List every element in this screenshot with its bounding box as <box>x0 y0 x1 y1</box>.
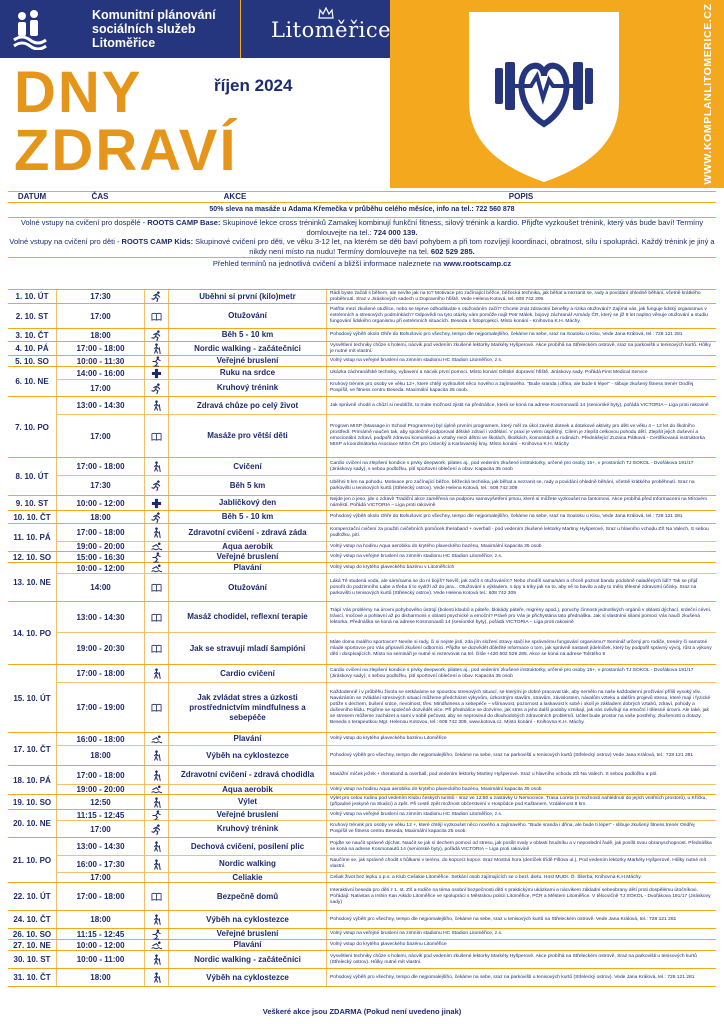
event-description: Trápí Vás problémy na úrovni pohybového ústrojí (bolesti kloubů a páteře, blokády páteře, migrény apod.), poruchy činnosti jednotlivých orgánů v oblasti dýchací, srdeční cévní, trávicí, močové a pohlavní až po disharmonii v oblasti psychické a emoční? Právě pro Vás je přichystána tato přednáška. Jak si vlastními silami pomoci Vás naučí zkušená lektorka. Přednáška se koná na adrese Kosmonautů 14 (seniorské byty), pořádá VICTORIA – Liga proti rakovině <box>326 602 716 632</box>
event-time: 17:00 <box>56 415 144 457</box>
book-icon <box>144 633 168 664</box>
schedule-day <box>8 602 716 665</box>
walker-icon <box>144 766 168 784</box>
cross-icon <box>144 367 168 379</box>
event-date: 7. 10. PO <box>15 422 49 432</box>
event-description: Vysvětlení techniky chůze s holemi, nácvik pod vedením zkušené lektorky Markéty Hyšperové. Akce probíhá na Střeleckém ostrově, sraz na parkovišti u tenisových kurtů. Hůlky je nutné mít vlastní. <box>326 342 716 355</box>
skater-icon <box>144 356 168 366</box>
event-name: Nordic walking - začátečníci <box>168 342 326 355</box>
runner-icon <box>144 476 168 495</box>
event-date: 10. 10. ČT <box>13 512 51 522</box>
table-row <box>56 496 716 510</box>
event-time: 10:00 - 11:00 <box>56 951 144 968</box>
event-date: 4. 10. PÁ <box>15 344 49 353</box>
column-time: ČAS <box>91 192 109 201</box>
event-name: Zdravotní cvičení - zdravá záda <box>168 524 326 541</box>
event-name: Aqua aerobik <box>168 785 326 794</box>
column-header <box>8 191 716 203</box>
event-date: 21. 10. PO <box>12 855 52 865</box>
swimmer-icon <box>144 940 168 950</box>
column-event: AKCE <box>223 192 247 201</box>
table-row <box>56 356 716 366</box>
event-date: 5. 10. SO <box>15 356 49 366</box>
event-date: 20. 10. NE <box>13 819 51 828</box>
schedule-day <box>8 367 716 397</box>
table-row <box>56 855 716 872</box>
skater-icon <box>144 810 168 820</box>
kids-program: ROOTS CAMP Kids: <box>121 237 194 247</box>
kids-text: Skupinové cvičení pro děti, ve věku 3-12 let, na kterém se děti baví pohybem a při tom rozvíjejí koordinaci, obratnost, sílu i spolupráci. Každý trénink je jiný a nikdy není místo na nudu! Termíny domlouvejte na tel. <box>193 237 715 256</box>
book-icon <box>144 304 168 328</box>
event-description: Pohodový výběh pro všechny, tempo dle nejpomalejšího, čekáme na sebe, sraz na parkovišti u tenisových kurtů (Střelecký ostrov) Vede Jana Králová, tel.: 728 121 281 <box>326 746 716 765</box>
event-time: 19:00 - 20:00 <box>56 542 144 551</box>
table-row <box>56 929 716 939</box>
event-description: Volný vstup do krytého plaveckého bazénu Litoměřice <box>326 733 716 745</box>
event-description: Jak správně chodit a chůzí si neublížit, to máte možnost zjistit na přednášce, která se koná na adrese Kosmonautů 14 (seniorské byty), pořádá VICTORIA – Liga proti rakovině <box>326 397 716 414</box>
event-name: Nordic walking - začátečníci <box>168 951 326 968</box>
runner-icon <box>144 511 168 523</box>
event-name: Uběhni si první (kilo)metr <box>168 290 326 303</box>
schedule-day <box>8 838 716 883</box>
swimmer-icon <box>144 733 168 745</box>
event-name: Plavání <box>168 563 326 573</box>
walker-icon <box>144 524 168 541</box>
rootscamp-link[interactable]: www.rootscamp.cz <box>443 259 512 269</box>
event-time: 10:00 - 12:00 <box>56 940 144 950</box>
town-logo-text: Litoměřice <box>271 18 392 42</box>
table-row <box>56 414 716 457</box>
walker-icon <box>144 458 168 475</box>
runner-icon <box>144 329 168 341</box>
event-date: 13. 10. NE <box>13 577 51 587</box>
event-name: Ruku na srdce <box>168 367 326 379</box>
event-time: 17:00 - 18:00 <box>56 342 144 355</box>
footer-note: Veškeré akce jsou ZDARMA (Pokud není uvedeno jinak) <box>262 1007 462 1016</box>
schedule-day <box>8 940 716 951</box>
event-description: Kompenzační cvičení za použití cvičebních pomůcek theraband + overball - pod vedením zkušené lektorky Martiny Hyšperové, Sraz u hlavního vchodu ZŠ Na Valech, S sebou podložku, pití. <box>326 524 716 541</box>
table-row <box>56 911 716 928</box>
skater-icon <box>144 552 168 562</box>
event-date: 15. 10. ÚT <box>13 694 51 703</box>
town-logo <box>240 0 390 58</box>
event-description: Program MISP (Massage in School Programme) byl úplně prvním programem, který měl za úkol zavést doteek a dotekové aktivity pro děti ve věku 4 – 12 let do školního prostředí. Primárně naučen tak, aby společně podporoval dětské zdraví i vzdělání. V praxi je velmi úspěšný. Cílem je zlepšit celkovou pohodu dětí. Zlepšit jejich duševní a emocionální zdraví, podpořit zdravou komunikaci a vztahy mezi dětmi ve školách, školkách, komunitách a rodinách. Přednášející Zuzana Pátková - Certifikovaná instruktorka MISP a koordinátorka Asociace MISA ČR pro Ústecký a Karlovarský kraj. Místo konání - Knihovna K.H. Máchy <box>326 415 716 457</box>
event-name: Cvičení <box>168 458 326 475</box>
event-time: 18:00 <box>56 511 144 523</box>
schedule-day <box>8 929 716 940</box>
event-name: Kruhový trénink <box>168 821 326 837</box>
discount-notice: 50% sleva na masáže u Adama Křemečka v průběhu celého měsíce, info na tel.: 722 560 878 <box>8 205 716 218</box>
event-name: Nordic walking <box>168 856 326 872</box>
event-time: 17:00 - 19:00 <box>56 683 144 732</box>
event-name: Plavání <box>168 940 326 950</box>
table-row <box>56 883 716 910</box>
event-time: 16:00 - 17:30 <box>56 856 144 872</box>
book-icon <box>144 574 168 601</box>
table-row <box>56 552 716 562</box>
event-time: 17:30 <box>56 476 144 495</box>
event-name: Cardio cvičení <box>168 665 326 682</box>
event-name: Otužování <box>168 574 326 601</box>
book-icon <box>144 683 168 732</box>
event-name: Veřejné bruslení <box>168 552 326 562</box>
event-time: 14:00 - 16:00 <box>56 367 144 379</box>
event-name: Běh 5 - 10 km <box>168 511 326 523</box>
event-description: Cardio cvičení na zlepšení kondice s prvky deepwork, pilates aj., pod vedením zkušené instruktorky, určené pro osoby 15+, v prostorách TJ SOKOL - Dvořákova 191/17 (Jiráskovy sady), s sebou podložku, pití sportovní oblečení a obuv. Kapacita 35 osob <box>326 665 716 682</box>
table-row <box>56 665 716 682</box>
event-time: 13:00 - 14:30 <box>56 397 144 414</box>
schedule-day <box>8 665 716 733</box>
table-row <box>56 872 716 882</box>
schedule-day <box>8 795 716 810</box>
table-row <box>56 795 716 809</box>
schedule-day <box>8 810 716 838</box>
event-description: Volný vstup na veřejné bruslení na zimním stadionu HC Stadion Litoměřice, z.s. <box>326 552 716 562</box>
event-description: Vysvětlení techniky chůze s holemi, nácvik pod vedením zkušené lektorky Markéty Hyšperové. Akce probíhá na Střeleckém ostrově, Sraz na parkovišti u tenisových kurtů (Střelecký ostrov). Hůlky nutné mít vlastní. <box>326 951 716 968</box>
adults-program: ROOTS CAMP Base: <box>147 218 221 227</box>
table-row <box>56 304 716 328</box>
poster-header <box>0 0 724 188</box>
event-name: Celiakie <box>168 873 326 882</box>
event-description: Volný vstup na hodinu Aqua aerobiku do krytého plaveckého bazénu, Maximální kapacita 35 osob <box>326 542 716 551</box>
event-description: Volný vstup do krytého plaveckého bazénu v Litoměřicích <box>326 563 716 573</box>
table-row <box>56 573 716 601</box>
runner-icon <box>144 380 168 396</box>
event-name: Jablíčkový den <box>168 496 326 510</box>
event-name: Běh 5 - 10 km <box>168 329 326 341</box>
title-panel <box>0 58 390 188</box>
event-time: 14:00 <box>56 574 144 601</box>
runner-icon <box>144 821 168 837</box>
table-row <box>56 290 716 303</box>
walker-icon <box>144 951 168 968</box>
table-row <box>56 733 716 745</box>
schedule-day <box>8 496 716 511</box>
event-time: 19:00 - 20:00 <box>56 785 144 794</box>
kids-phone: 602 529 285. <box>430 246 475 256</box>
event-time: 10:00 - 12:00 <box>56 496 144 510</box>
table-row <box>56 632 716 664</box>
column-description: POPIS <box>508 192 534 201</box>
event-description: Cardio cvičení na zlepšení kondice s prvky deepwork, pilates aj., pod vedením zkušené instruktorky, určené pro osoby 15+, v prostorách TJ SOKOL - Dvořákova 191/17 (Jiráskovy sady), s sebou podložku, pití sportovní oblečení a obuv. Kapacita 35 osob <box>326 458 716 475</box>
table-row <box>56 342 716 355</box>
walker-icon <box>144 838 168 855</box>
table-row <box>56 810 716 820</box>
table-row <box>56 329 716 341</box>
event-time: 17:30 <box>56 290 144 303</box>
event-time: 18:00 <box>56 746 144 765</box>
event-time: 11:15 - 12:45 <box>56 810 144 820</box>
schedule-day <box>8 511 716 524</box>
event-date: 14. 10. PO <box>12 628 52 638</box>
event-time: 17:00 - 18:00 <box>56 524 144 541</box>
book-icon <box>144 415 168 457</box>
event-time: 15:00 - 16:30 <box>56 552 144 562</box>
event-time: 12:50 <box>56 795 144 809</box>
organization-name: Komunitní plánování sociálních služeb Litoměřice <box>92 8 216 50</box>
overview-info <box>8 258 716 269</box>
empty-icon-cell <box>144 873 168 882</box>
event-date: 6. 10. NE <box>15 377 49 386</box>
event-name: Jak zvládat stres a úzkosti prostřednictvím mindfulness a sebepéče <box>168 683 326 732</box>
table-row <box>56 820 716 837</box>
schedule-day <box>8 329 716 342</box>
event-time: 13:00 - 14:30 <box>56 838 144 855</box>
month-label: říjen 2024 <box>214 76 293 95</box>
event-description: Rádi byste začali s během, ale nevíte jak na to? Motivace pro začínající běžce, běžecká technika, jak běhat a nezranit se, rady a povídání ohledně běhání, včetně krátkého proběhnutí. Sraz v Jiráskových sadech u Dopravního hřiště. Vede Helena Kotová, tel. 608 742 309. <box>326 290 716 303</box>
swimmer-icon <box>144 542 168 551</box>
intro-section <box>8 205 716 269</box>
event-description: Patříte mezi zkušené otužilce, nebo se teprve odhodláváte s otužováním začít? Chcete znát zdravotní benefity a rizika otužování? Zajímá vás, jak funguje lidský organismus v extrémních a stresových podmínkách? Odpovědi na tyto otázky vám pomůže najít Petr Málek, bojový záchranář Armády ČR, který se již 8 let naplno věnuje otužování a studiu fungování lidského organismu při extrémních situacích. Beseda s fotoprojekcí. Místo konání - Knihovna K.H. Máchy. <box>326 304 716 328</box>
event-description: Pohodový výběh okolo Ohře do Bohušovic pro všechny, tempo dle nejpomalejšího, čekáme na sebe, sraz na Soutoku u Kisu, Vede Jana Králová, tel.: 728 121 281 <box>326 329 716 341</box>
people-logo-icon <box>8 6 52 50</box>
event-time: 17:00 <box>56 380 144 396</box>
adults-info <box>8 218 716 237</box>
event-date: 17. 10. ČT <box>13 744 51 754</box>
event-time: 10:00 - 11:30 <box>56 356 144 366</box>
walker-icon <box>144 969 168 986</box>
schedule-day <box>8 397 716 458</box>
table-row <box>56 541 716 551</box>
table-row <box>56 766 716 784</box>
schedule-day <box>8 733 716 766</box>
event-time: 17:00 <box>56 304 144 328</box>
schedule-day <box>8 290 716 304</box>
table-row <box>56 367 716 379</box>
table-row <box>56 602 716 632</box>
event-time: 17:00 - 18:00 <box>56 766 144 784</box>
event-date: 11. 10. PÁ <box>13 533 51 542</box>
adults-text: Skupinové lekce cross tréninků Zamakej kombinují funkční fitness, silový trénink a kardio. Přijďte vyzkoušet trénink, který vás bude baví! Termíny domlouvejte na tel.: <box>220 218 704 237</box>
schedule-day <box>8 969 716 987</box>
adults-phone: 724 000 139. <box>373 227 418 237</box>
swimmer-icon <box>144 785 168 794</box>
event-time: 18:00 <box>56 329 144 341</box>
runner-icon <box>144 290 168 303</box>
event-name: Zdravá chůze po celý život <box>168 397 326 414</box>
event-description: Každodenně i v průběhu života se setkáváme se spoustou stresových situací, se kterými je dobré pracovat tak, aby nemělo na naše každodenní prožívání příliš vysoký vliv. Navázáním se zvládání stresových situací můžeme předcházet výkyvům, úzkostným stavům, stravům, závislostem, návalům vzteku a dalším projevů stresu, které mají i fyzické potíže s dechem, bušení srdce, nevolnost, třes. Mindfulness a sebepéče – všímavost, pozornost a laskavost k sobě i okolí je základem dobrých vztahů, zdraví, pohody a duševního klidu. Pojďme se společně dozvědět více. Při přednášce se dozvíme, jak stres a jeho další podoby vznikají, jak nás ovlivňují na emoční i tělesné úrovni. Ale také, jak se stresem můžeme zacházet a sami v sobě pečovat, aby se neprovinul do dlouhodobých zdravotních problémů. Učitel bude prostor na vaše postřehy, zkušenosti a dotazy. Beseda s terapeutkou Mgr. Helenou Kotovou, tel.: 608 742 309, www.kotova.cz. Místo konání - Knihovna K.H. Máchy. <box>326 683 716 732</box>
event-time: 17:00 - 18:00 <box>56 883 144 910</box>
event-date: 3. 10. ČT <box>15 330 49 340</box>
table-row <box>56 951 716 968</box>
event-time: 16:00 - 18:00 <box>56 733 144 745</box>
event-time: 18:00 <box>56 969 144 986</box>
table-row <box>56 379 716 396</box>
table-row <box>56 682 716 732</box>
table-row <box>56 563 716 573</box>
kids-prefix: Volné vstupy na cvičení pro děti - <box>9 237 122 247</box>
event-description: Uběhni 5 km na pohodu. Motivace pro začínající běžce, běžecká technika, jak běhat a nezranit se, rady a povídání ohledně běhání, včetně krátkého proběhnutí. Sraz na parkovišti u tenisových kurtů (Střelecký ostrov). Vede Helena Kotová, tel.: 608 742 309 <box>326 476 716 495</box>
event-description: Láká Tě studená voda, ale sám/sama se do ní bojíš? Nevíš, jak začít s otužováním? Nebo chodíš sama/sám a chceš poznat bandu podobně naladěných lidí? Tak se přijď ponořit do podzimního Labe a třeba ti to vydrží až do jara... Otužování s výkladem, s tipy a triky jak na to, aby ně to bavilo a aby to mělo tělesné zdravotní účinky. Sraz na parkovišti u tenisových kurtů (Střelecký ostrov). Vede Helena Kotová tel.: 608 742 309 <box>326 574 716 601</box>
schedule-day <box>8 563 716 602</box>
fitness-heart-shield-icon <box>455 6 633 184</box>
schedule-day <box>8 766 716 795</box>
organization-banner <box>0 0 240 58</box>
event-name: Běh 5 km <box>168 476 326 495</box>
event-name: Masáž chodidel, reflexní terapie <box>168 602 326 632</box>
table-row <box>56 940 716 950</box>
event-description: Nejde jen o jeso, jde o zdraví! Tradiční akce zaměřená na podporu samovyšetření prsou, které si můžete vyzkoušet na fantomovi. Akce probíhá před Informacemi na Mírovém náměstí. Pořádá VICTORIA – Liga proti rakovině <box>326 496 716 510</box>
event-name: Výběh na cyklostezce <box>168 746 326 765</box>
event-description: Ukázka záchranářské techniky, vybavení a nácvik první pomoci. Místo konání Dětské dopravní hřiště, Jiráskovy sady. Pořádá First Medical Service <box>326 367 716 379</box>
event-name: Veřejné bruslení <box>168 810 326 820</box>
cross-icon <box>144 496 168 510</box>
overview-text: Přehled termínů na jednotlivá cvičení a bližší informace naleznete na <box>212 259 444 269</box>
event-name: Zdravotní cvičení - zdravá chodidla <box>168 766 326 784</box>
table-row <box>56 524 716 541</box>
schedule-day <box>8 911 716 929</box>
event-time: 17:00 - 18:00 <box>56 458 144 475</box>
adults-prefix: Volné vstupy na cvičení pro dospělé - <box>20 218 148 227</box>
event-date: 2. 10. ST <box>15 311 49 321</box>
table-row <box>56 838 716 855</box>
schedule-day <box>8 951 716 969</box>
event-description: Pohodový výběh pro všechny, tempo dle nejpomalejšího, čekáme na sebe, sraz u tenisových kurtů na Střeleckém ostrově. Vede Jana Králová, tel.: 728 121 281 <box>326 911 716 928</box>
table-row <box>56 784 716 794</box>
event-date: 24. 10. ČT <box>13 915 51 924</box>
title-zdravi: ZDRAVÍ <box>14 118 238 183</box>
book-icon <box>144 883 168 910</box>
event-description: Pohodový výběh okolo Ohře do Bohušovic pro všechny, tempo dle nejpomalejšího, čekáme na sebe, sraz na Soutoku u Kisu, Vede Jana Králová, tel.: 728 121 281 <box>326 511 716 523</box>
book-icon <box>144 602 168 632</box>
event-name: Jak se stravují mladí šampióni <box>168 633 326 664</box>
walker-icon <box>144 397 168 414</box>
event-description: Volný vstup na veřejné bruslení na zimním stadionu HC Stadion Litoměřice, z.s. <box>326 356 716 366</box>
event-time: 11:15 - 12:45 <box>56 929 144 939</box>
event-time: 17:00 - 18:00 <box>56 665 144 682</box>
walker-icon <box>144 911 168 928</box>
event-time: 10:00 - 12:00 <box>56 563 144 573</box>
event-name: Dechová cvičení, posílení plic <box>168 838 326 855</box>
event-description: Pojďte se naučit správně dýchat. Naučit se jak si dechem pomoci od stresu, jak posílit svaly v oblasti hrudníku a v neposlední řadě, jak posílit svou obranyschopnost. Přednáška se koná na adrese Kosmonautů 14 (seniorské byty), pořádá VICTORIA – Liga proti rakovině <box>326 838 716 855</box>
event-date: 12. 10. SO <box>12 552 52 562</box>
event-date: 9. 10. ST <box>15 498 49 508</box>
table-row <box>56 397 716 414</box>
event-description: Naučíme se, jak správně chodit s hůlkami v terénu, do kopce/z kopce. Sraz Mostná hora (deníček třídě Fillova ul.), Pod vedením lektorky Markéty Hyšperové. Hůlky nutné mít vlastní. <box>326 856 716 872</box>
walker-icon <box>144 342 168 355</box>
event-name: Plavání <box>168 733 326 745</box>
event-time: 17:00 <box>56 873 144 882</box>
walker-icon <box>144 746 168 765</box>
event-date: 30. 10. ST <box>13 955 51 964</box>
title-dny: DNY <box>14 60 143 125</box>
table-row <box>56 511 716 523</box>
event-date: 27. 10. NE <box>13 940 51 950</box>
schedule-day <box>8 458 716 496</box>
event-time: 18:00 <box>56 911 144 928</box>
event-description: Volný vstup do krytého plaveckého bazénu Litoměřice <box>326 940 716 950</box>
event-name: Kruhový trénink <box>168 380 326 396</box>
website-text: WWW.KOMPLANLITOMERICE.CZ <box>702 3 714 185</box>
event-description: Interaktivní beseda pro děti z 1. st. ZŠ a rodiče na téma osobní bezpečnosti dětí s praktickými ukázkami a nácvikem základní sebeobrany dětí proti dospělému útočníkovi. Pořádají: Nativitas a Irshin Kan Aikido Litoměřice ve spolupráci s Městskou policií Litoměřice, PČR a Městem Litoměřice. V tělocvičně TJ SOKOL - Dvořákova 191/17 (Jiráskovy sady) <box>326 883 716 910</box>
table-row <box>56 458 716 475</box>
event-description: Masážní míček ježek + theraband & overball, pod vedením lektorky Martiny Hyšperové. Sraz u hlavního vchodu ZŠ Na Valech. S sebou podložku a pití. <box>326 766 716 784</box>
event-description: Volný vstup na hodinu Aqua aerobiku do krytého plaveckého bazénu, Maximální kapacita 35 osob <box>326 785 716 794</box>
column-date: DATUM <box>17 192 47 201</box>
kids-info <box>8 237 716 258</box>
schedule-day <box>8 342 716 356</box>
walker-icon <box>144 665 168 682</box>
table-row <box>56 475 716 495</box>
event-name: Bezpečně domů <box>168 883 326 910</box>
event-name: Výběh na cyklostezce <box>168 911 326 928</box>
schedule-day <box>8 883 716 911</box>
event-date: 1. 10. ÚT <box>15 292 49 301</box>
event-description: Pohodový výběh pro všechny, tempo dle nejpomalejšího, čekáme na sebe, sraz na parkovišti u tenisových kurtů (Střelecký ostrov). Vede Jana Králová, tel.: 728 121 281 <box>326 969 716 986</box>
event-name: Otužování <box>168 304 326 328</box>
event-description: Máte doma malého sportovce? Nevíte si rady, či si nejste jistí, zda jím složení stravy stačí ke správnému fungování organismu? Seminář určený pro rodiče, trenéry či samotné mladé sportovce pro Vás připravili zkušení odborníci. Přijďte se dozvědět důležité informace o tom, jak správně nastavit jídelníček, který by podpořil správný vývoj, růst a výkony dětí i dospívajících. Místo na semináři je nutné si rezervovat na tel. čísle +420 602 529 285. Akce se koná na adrese Tolstého 5 <box>326 633 716 664</box>
schedule-day <box>8 552 716 563</box>
walker-icon <box>144 795 168 809</box>
event-date: 8. 10. ÚT <box>15 472 49 481</box>
schedule-day <box>8 356 716 367</box>
table-row <box>56 745 716 765</box>
event-date: 22. 10. ÚT <box>13 892 51 901</box>
event-time: 17:00 <box>56 821 144 837</box>
schedule-table <box>8 289 716 987</box>
event-name: Výběh na cyklostezce <box>168 969 326 986</box>
event-time: 13:00 - 14:30 <box>56 602 144 632</box>
event-description: Kruhový trénink pro osoby ve věku 12+, které chtějí vyzkoušet něco nového a zajímavého. "Bude sranda i dřina, ale bude ti lépe!" - slibuje zkušený fitness trenér Ondřej Pospíšil, ve fitness centru Beseda. Maximální kapacita 25 osob. <box>326 380 716 396</box>
schedule-day <box>8 304 716 329</box>
event-date: 26. 10. SO <box>12 929 52 939</box>
event-description: Výlet pro celou rodinu pod vedením Klubu českých turistů - sraz ve 12:50 u zastávky U Nemocnice. Trasa Loreta (s možností nahlédnutí do jejích vnitřních prostorů), u Kříčku, (případné jeskyně na Skalici) a zpět. Při cestě zpět možnost občerstvení v Hospůdce pod Kaštanem. Vzdálenost 8 km. <box>326 795 716 809</box>
event-description: Celiak život bez lepku o.p.s. a Klub Celiakie Litoměřice. Setkání osob zajímajících se o bezl. dietu. Host MUDr. Ö. Šilerba, Knihovna K.H.Máchy. <box>326 873 716 882</box>
event-description: Volný vstup na veřejné bruslení na zimním stadionu HC Stadion Litoměřice, z.s. <box>326 810 716 820</box>
swimmer-icon <box>144 563 168 573</box>
schedule-day <box>8 524 716 552</box>
event-description: Volný vstup na veřejné bruslení na zimním stadionu HC Stadion Litoměřice, z.s. <box>326 929 716 939</box>
event-description: Kruhový trénink pro osoby ve věku 12 +, které chtějí vyzkoušet něco nového a zajímavého. "Bude sranda i dřina, ale bude ti lépe!" - slibuje zkušený fitness trenér Ondřej Pospíšil ve fitness centru Beseda, Maximální kapacita 25 osob. <box>326 821 716 837</box>
skater-icon <box>144 929 168 939</box>
walker-icon <box>144 856 168 872</box>
event-name: Veřejné bruslení <box>168 356 326 366</box>
event-name: Masáže pro větší děti <box>168 415 326 457</box>
website-vertical <box>696 4 720 184</box>
table-row <box>56 969 716 986</box>
event-name: Veřejné bruslení <box>168 929 326 939</box>
event-date: 19. 10. SO <box>12 797 52 807</box>
event-date: 18. 10. PÁ <box>13 775 51 785</box>
event-date: 31. 10. ČT <box>13 973 51 982</box>
event-name: Aqua aerobik <box>168 542 326 551</box>
event-time: 19:00 - 20:30 <box>56 633 144 664</box>
event-name: Výlet <box>168 795 326 809</box>
